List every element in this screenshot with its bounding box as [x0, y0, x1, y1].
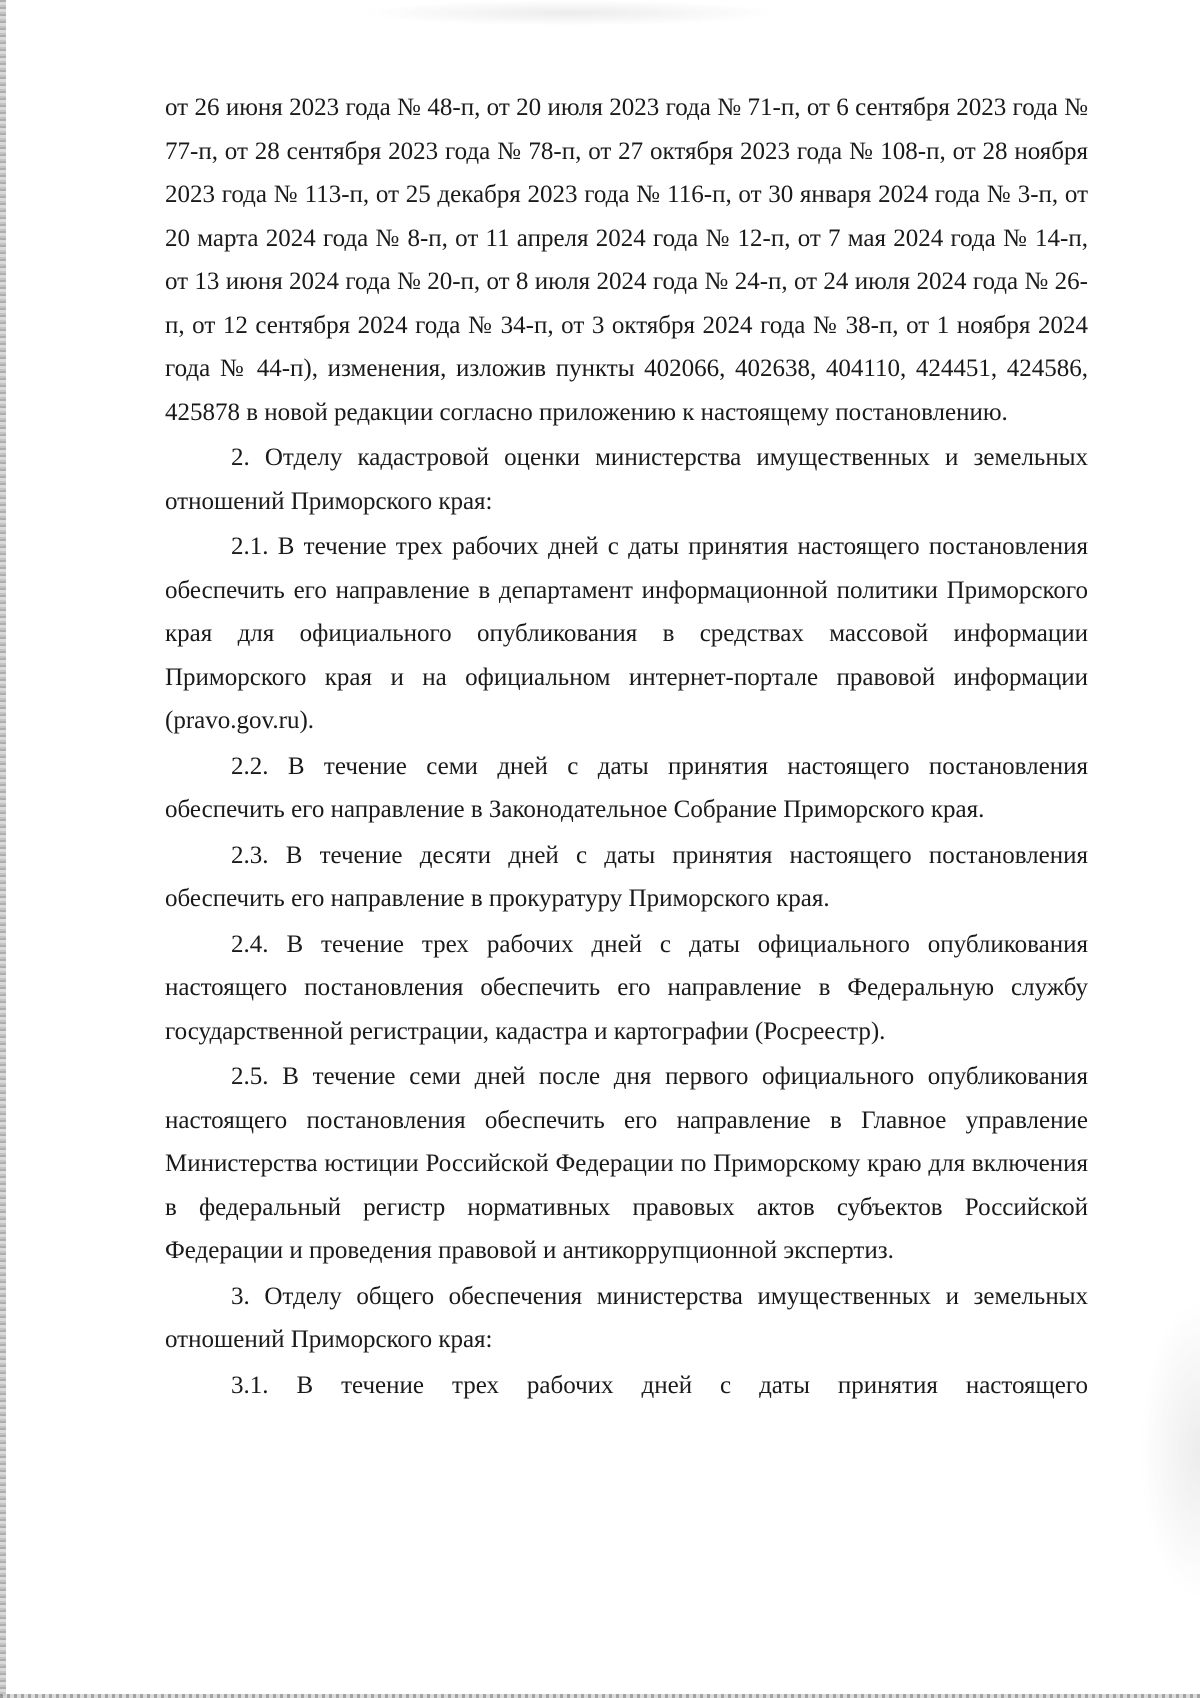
- paragraph-2-4: 2.4. В течение трех рабочих дней с даты официального опубликования настоящего постановления обеспечить его направление в Федеральную службу государственной регистрации, кадастра и картографии (Росреестр).: [165, 930, 1088, 1045]
- paragraph-2-3: 2.3. В течение десяти дней с даты принятия настоящего постановления обеспечить его направление в прокуратуру Приморского края.: [165, 841, 1088, 912]
- document-body: [165, 86, 1088, 1409]
- paragraph-2-5: 2.5. В течение семи дней после дня первого официального опубликования настоящего постановления обеспечить его направление в Главное управление Министерства юстиции Российской Федерации по Приморскому краю для включения в федеральный регистр нормативных правовых актов субъектов Российской Федерации и проведения правовой и антикоррупционной экспертиз.: [165, 1063, 1088, 1264]
- scan-smudge: [360, 0, 780, 26]
- scan-smudge: [1140, 1300, 1200, 1600]
- scan-edge-noise-left: [0, 0, 6, 1698]
- paragraph-3-1: 3.1. В течение трех рабочих дней с даты принятия настоящего: [231, 1371, 1088, 1399]
- paragraph-2-1: 2.1. В течение трех рабочих дней с даты принятия настоящего постановления обеспечить его направление в департамент информационной политики Приморского края для официального опубликования в средствах массовой информации Приморского края и на официальном интернет-портале правовой информации (pravo.gov.ru).: [165, 533, 1088, 734]
- paragraph-1-continued: от 26 июня 2023 года № 48-п, от 20 июля 2023 года № 71-п, от 6 сентября 2023 года № 77-п, от 28 сентября 2023 года № 78-п, от 27 октября 2023 года № 108-п, от 28 ноября 2023 года № 113-п, от 25 декабря 2023 года № 116-п, от 30 января 2024 года № 3-п, от 20 марта 2024 года № 8-п, от 11 апреля 2024 года № 12-п, от 7 мая 2024 года № 14-п, от 13 июня 2024 года № 20-п, от 8 июля 2024 года № 24-п, от 24 июля 2024 года № 26-п, от 12 сентября 2024 года № 34-п, от 3 октября 2024 года № 38-п, от 1 ноября 2024 года № 44-п), изменения, изложив пункты 402066, 402638, 404110, 424451, 424586, 425878 в новой редакции согласно приложению к настоящему постановлению.: [165, 94, 1088, 426]
- paragraph-2-2: 2.2. В течение семи дней с даты принятия настоящего постановления обеспечить его направление в Законодательное Собрание Приморского края.: [165, 752, 1088, 823]
- scan-edge-noise-bottom: [0, 1694, 1200, 1698]
- paragraph-3: 3. Отделу общего обеспечения министерства имущественных и земельных отношений Приморского края:: [165, 1282, 1088, 1353]
- paragraph-2: 2. Отделу кадастровой оценки министерства имущественных и земельных отношений Приморского края:: [165, 444, 1088, 515]
